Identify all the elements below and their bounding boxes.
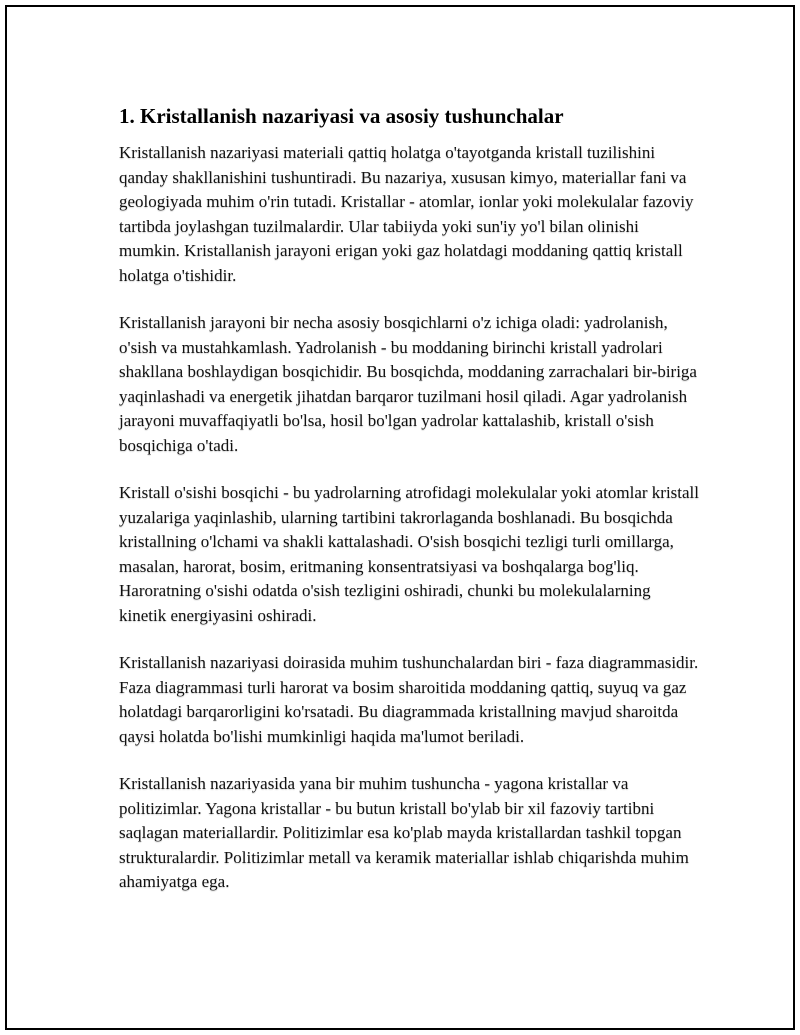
page-frame (5, 5, 795, 1030)
paragraph-5: Kristallanish nazariyasida yana bir muhim tushuncha - yagona kristallar va politizimlar. Yagona kristallar - bu butun kristall bo'ylab bir xil fazoviy tartibni saqlagan materiallardir. Politizimlar esa ko'plab mayda kristallardan tashkil topgan strukturalardir. Politizimlar metall va keramik materiallar ishlab chiqarishda muhim ahamiyatga ega. (119, 774, 689, 891)
section-heading: 1. Kristallanish nazariyasi va asosiy tushunchalar (119, 104, 564, 128)
paragraph-3: Kristall o'sishi bosqichi - bu yadrolarning atrofidagi molekulalar yoki atomlar kristall yuzalariga yaqinlashib, ularning tartibini takrorlaganda boshlanadi. Bu bosqichda kristallning o'lchami va shakli kattalashadi. O'sish bosqichi tezligi turli omillarga, masalan, harorat, bosim, eritmaning konsentratsiyasi va boshqalarga bog'liq. Haroratning o'sishi odatda o'sish tezligini oshiradi, chunki bu molekulalarning kinetik energiyasini oshiradi. (119, 483, 699, 625)
paragraph-4: Kristallanish nazariyasi doirasida muhim tushunchalardan biri - faza diagrammasidir. Faza diagrammasi turli harorat va bosim sharoitida moddaning qattiq, suyuq va gaz holatdagi barqarorligini ko'rsatadi. Bu diagrammada kristallning mavjud sharoitda qaysi holatda bo'lishi mumkinligi haqida ma'lumot beriladi. (119, 653, 699, 746)
paragraph-1: Kristallanish nazariyasi materiali qattiq holatga o'tayotganda kristall tuzilishini qanday shakllanishini tushuntiradi. Bu nazariya, xususan kimyo, materiallar fani va geologiyada muhim o'rin tutadi. Kristallar - atomlar, ionlar yoki molekulalar fazoviy tartibda joylashgan tuzilmalardir. Ular tabiiyda yoki sun'iy yo'l bilan olinishi mumkin. Kristallanish jarayoni erigan yoki gaz holatdagi moddaning qattiq kristall holatga o'tishidir. (119, 143, 694, 285)
document-body (119, 103, 699, 918)
paragraph-2: Kristallanish jarayoni bir necha asosiy bosqichlarni o'z ichiga oladi: yadrolanish, o'sish va mustahkamlash. Yadrolanish - bu moddaning birinchi kristall yadrolari shakllana boshlaydigan bosqichidir. Bu bosqichda, moddaning zarrachalari bir-biriga yaqinlashadi va energetik jihatdan barqaror tuzilmani hosil qiladi. Agar yadrolanish jarayoni muvaffaqiyatli bo'lsa, hosil bo'lgan yadrolar kattalashib, kristall o'sish bosqichiga o'tadi. (119, 313, 697, 455)
